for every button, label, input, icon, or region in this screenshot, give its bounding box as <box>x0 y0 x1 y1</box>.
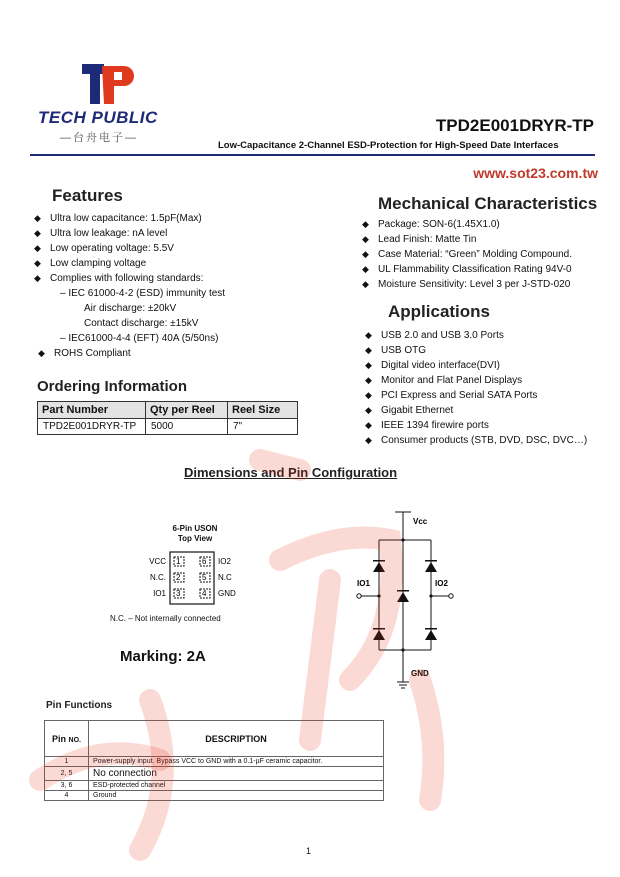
nc-note: N.C. – Not internally connected <box>110 614 221 623</box>
mechanical-list <box>362 217 612 292</box>
pin-number: 6 <box>202 557 207 566</box>
list-item: ◆ Case Material: “Green” Molding Compound. <box>362 247 612 262</box>
table-cell: 7" <box>228 419 298 435</box>
part-number-title: TPD2E001DRYR-TP <box>435 116 594 135</box>
pin-functions-table <box>44 720 384 801</box>
table-header: DESCRIPTION <box>89 721 384 757</box>
applications-list <box>365 328 615 448</box>
list-item: ◆ Digital video interface(DVI) <box>365 358 615 373</box>
table-cell: 3, 6 <box>45 781 89 791</box>
features-list <box>34 211 294 361</box>
pin-number: 1 <box>176 557 181 566</box>
table-header: Qty per Reel <box>146 402 228 419</box>
list-item: ◆ ROHS Compliant <box>38 346 294 361</box>
table-row <box>45 757 384 767</box>
table-cell: ESD-protected channel <box>89 781 384 791</box>
ordering-table <box>37 401 298 435</box>
pin-functions-heading: Pin Functions <box>46 700 113 711</box>
pin-label: IO1 <box>153 589 166 598</box>
list-item: ◆ Package: SON-6(1.45X1.0) <box>362 217 612 232</box>
applications-heading: Applications <box>388 302 491 321</box>
io2-label: IO2 <box>435 579 448 588</box>
vcc-label: Vcc <box>413 517 428 526</box>
list-sub-item: Air discharge: ±20kV <box>84 303 177 314</box>
pin-label: VCC <box>149 557 166 566</box>
list-item: ◆ Complies with following standards: <box>34 271 294 286</box>
list-item: ◆ IEEE 1394 firewire ports <box>365 418 615 433</box>
circuit-schematic <box>355 510 455 690</box>
no-header: NO. <box>68 736 81 744</box>
list-item: ◆ Lead Finish: Matte Tin <box>362 232 612 247</box>
mechanical-heading: Mechanical Characteristics <box>378 194 598 213</box>
pinout-diagram <box>130 548 260 610</box>
pin-number: 4 <box>202 589 207 598</box>
table-cell: 1 <box>45 757 89 767</box>
list-item: ◆ UL Flammability Classification Rating 94V-0 <box>362 262 612 277</box>
table-row <box>45 767 384 781</box>
table-cell: Ground <box>89 791 384 801</box>
package-title <box>160 524 230 544</box>
table-cell: TPD2E001DRYR-TP <box>38 419 146 435</box>
list-item: ◆ USB 2.0 and USB 3.0 Ports <box>365 328 615 343</box>
table-cell: 5000 <box>146 419 228 435</box>
features-heading: Features <box>52 186 123 205</box>
tech-public-logo <box>78 60 134 108</box>
list-item: ◆ Gigabit Ethernet <box>365 403 615 418</box>
header-divider <box>30 154 595 156</box>
page-number: 1 <box>306 846 312 856</box>
pin-label: N.C. <box>150 573 166 582</box>
subtitle: Low-Capacitance 2-Channel ESD-Protection for High-Speed Date Interfaces <box>218 140 559 151</box>
list-item: ◆ Low operating voltage: 5.5V <box>34 241 294 256</box>
list-item: ◆ Moisture Sensitivity: Level 3 per J-STD-020 <box>362 277 612 292</box>
table-cell: 2, 5 <box>45 767 89 781</box>
list-sub-item: – IEC 61000-4-2 (ESD) immunity test <box>60 288 226 299</box>
pin-header: Pin <box>52 733 67 744</box>
pin-label: IO2 <box>218 557 231 566</box>
io1-label: IO1 <box>357 579 370 588</box>
marking-label: Marking: 2A <box>120 648 206 665</box>
table-row <box>45 781 384 791</box>
table-row <box>45 791 384 801</box>
table-cell: Power-supply input. Bypass VCC to GND with a 0.1-µF ceramic capacitor. <box>89 757 384 767</box>
table-header <box>45 721 89 757</box>
list-item: ◆ USB OTG <box>365 343 615 358</box>
table-cell: No connection <box>89 767 384 781</box>
list-item: ◆ Ultra low capacitance: 1.5pF(Max) <box>34 211 294 226</box>
pin-number: 5 <box>202 573 207 582</box>
table-header: Part Number <box>38 402 146 419</box>
pin-number: 2 <box>176 573 181 582</box>
list-item: ◆ Low clamping voltage <box>34 256 294 271</box>
list-item: ◆ Monitor and Flat Panel Displays <box>365 373 615 388</box>
package-view: Top View <box>177 534 213 543</box>
package-name: 6-Pin USON <box>172 524 218 533</box>
watermark-graphic <box>0 380 620 877</box>
dimensions-heading: Dimensions and Pin Configuration <box>184 465 398 480</box>
brand-chinese: —台舟电子— <box>60 132 138 144</box>
list-item: ◆ Consumer products (STB, DVD, DSC, DVC…) <box>365 433 615 448</box>
list-item: ◆ PCI Express and Serial SATA Ports <box>365 388 615 403</box>
pin-number: 3 <box>176 589 181 598</box>
pin-label: N.C <box>218 573 232 582</box>
pin-label: GND <box>218 589 236 598</box>
ordering-heading: Ordering Information <box>37 378 187 395</box>
list-sub-item: – IEC61000-4-4 (EFT) 40A (5/50ns) <box>60 333 219 344</box>
table-row <box>38 419 298 435</box>
list-item: ◆ Ultra low leakage: nA level <box>34 226 294 241</box>
table-header: Reel Size <box>228 402 298 419</box>
table-cell: 4 <box>45 791 89 801</box>
gnd-label: GND <box>411 669 429 678</box>
brand-name: TECH PUBLIC <box>38 108 158 127</box>
website-link[interactable]: www.sot23.com.tw <box>473 165 598 181</box>
list-sub-item: Contact discharge: ±15kV <box>84 318 199 329</box>
